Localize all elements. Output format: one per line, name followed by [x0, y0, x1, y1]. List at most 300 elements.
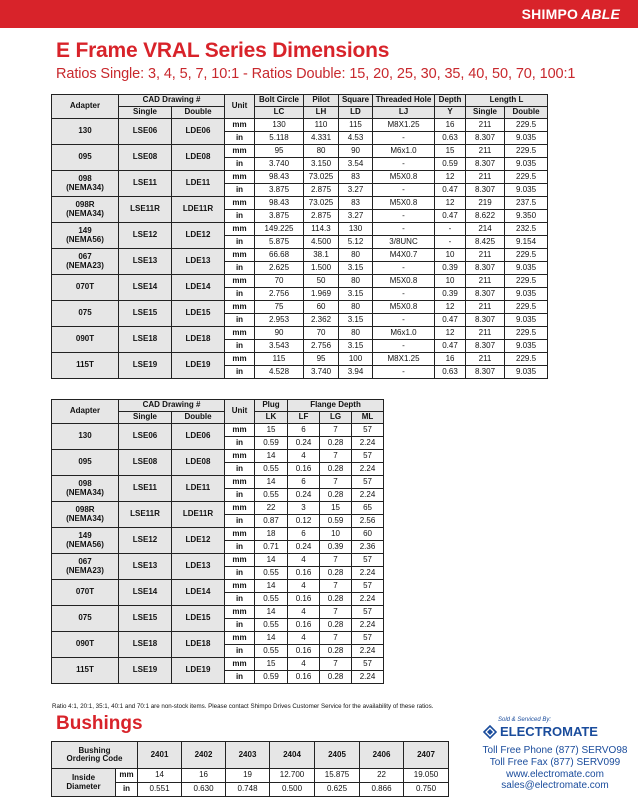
- header-ml: ML: [352, 412, 384, 424]
- square-cell: 3.27: [339, 210, 373, 223]
- depth-cell: 12: [435, 197, 466, 210]
- length-single-cell: 8.622: [466, 210, 505, 223]
- email-link[interactable]: sales@electromate.com: [501, 780, 609, 791]
- depth-cell: 0.39: [435, 262, 466, 275]
- plug-cell: 14: [255, 580, 288, 593]
- square-cell: 4.53: [339, 132, 373, 145]
- bushing-code-cell: 2405: [315, 742, 360, 769]
- bolt-circle-cell: 2.953: [255, 314, 304, 327]
- header-threaded-hole: Threaded Hole: [373, 95, 435, 107]
- cad-single-cell: LSE14: [119, 580, 172, 606]
- unit-cell: in: [116, 783, 138, 797]
- availability-note: Ratio 4:1, 20:1, 35:1, 40:1 and 70:1 are non-stock items. Please contact Shimpo Drives Customer Service for the availability of these ratios.: [52, 703, 434, 710]
- ml-cell: 65: [352, 502, 384, 515]
- threaded-hole-cell: -: [373, 210, 435, 223]
- adapter-cell: 130: [52, 424, 119, 450]
- cad-single-cell: LSE15: [119, 606, 172, 632]
- ml-cell: 57: [352, 606, 384, 619]
- header-adapter: Adapter: [52, 400, 119, 424]
- square-cell: 80: [339, 327, 373, 340]
- length-double-cell: 9.035: [505, 132, 548, 145]
- pilot-cell: 60: [304, 301, 339, 314]
- bushing-code-cell: 2407: [404, 742, 449, 769]
- length-double-cell: 9.035: [505, 262, 548, 275]
- inside-diameter-label: Inside Diameter: [52, 769, 116, 797]
- header-square: Square: [339, 95, 373, 107]
- unit-cell: in: [225, 437, 255, 450]
- cad-single-cell: LSE14: [119, 275, 172, 301]
- adapter-cell: 149 (NEMA56): [52, 223, 119, 249]
- square-cell: 80: [339, 301, 373, 314]
- lg-cell: 0.28: [320, 489, 352, 502]
- length-double-cell: 229.5: [505, 327, 548, 340]
- depth-cell: 0.63: [435, 132, 466, 145]
- lf-cell: 0.16: [288, 593, 320, 606]
- lf-cell: 0.24: [288, 437, 320, 450]
- adapter-cell: 090T: [52, 327, 119, 353]
- cad-single-cell: LSE18: [119, 327, 172, 353]
- square-cell: 80: [339, 249, 373, 262]
- header-unit: Unit: [225, 95, 255, 119]
- header-cad-drawing: CAD Drawing #: [119, 95, 225, 107]
- cad-double-cell: LDE06: [172, 119, 225, 145]
- pilot-cell: 114.3: [304, 223, 339, 236]
- table-row: [52, 742, 449, 769]
- ordering-code-label: Bushing Ordering Code: [52, 742, 138, 769]
- lg-cell: 0.28: [320, 463, 352, 476]
- lg-cell: 7: [320, 606, 352, 619]
- table-row: [52, 223, 548, 236]
- ml-cell: 57: [352, 450, 384, 463]
- table-row: [52, 197, 548, 210]
- bolt-circle-cell: 5.875: [255, 236, 304, 249]
- cad-double-cell: LDE13: [172, 249, 225, 275]
- unit-cell: mm: [225, 249, 255, 262]
- length-single-cell: 211: [466, 301, 505, 314]
- unit-cell: mm: [225, 632, 255, 645]
- bolt-circle-cell: 70: [255, 275, 304, 288]
- unit-cell: mm: [225, 223, 255, 236]
- diameter-cell: 0.551: [138, 783, 182, 797]
- pilot-cell: 2.875: [304, 210, 339, 223]
- pilot-cell: 73.025: [304, 171, 339, 184]
- lf-cell: 0.12: [288, 515, 320, 528]
- adapter-cell: 070T: [52, 275, 119, 301]
- unit-cell: mm: [225, 275, 255, 288]
- lf-cell: 4: [288, 450, 320, 463]
- table-row: [52, 171, 548, 184]
- cad-double-cell: LDE18: [172, 632, 225, 658]
- lg-cell: 10: [320, 528, 352, 541]
- lf-cell: 6: [288, 528, 320, 541]
- unit-cell: mm: [225, 171, 255, 184]
- length-double-cell: 9.350: [505, 210, 548, 223]
- header-depth-sub: Y: [435, 107, 466, 119]
- cad-single-cell: LSE06: [119, 424, 172, 450]
- unit-cell: mm: [225, 450, 255, 463]
- threaded-hole-cell: -: [373, 132, 435, 145]
- depth-cell: 12: [435, 301, 466, 314]
- unit-cell: mm: [225, 554, 255, 567]
- table-row: [52, 554, 384, 567]
- bolt-circle-cell: 115: [255, 353, 304, 366]
- square-cell: 83: [339, 197, 373, 210]
- length-single-cell: 8.307: [466, 184, 505, 197]
- unit-cell: in: [225, 340, 255, 353]
- lf-cell: 4: [288, 658, 320, 671]
- length-double-cell: 229.5: [505, 353, 548, 366]
- cad-single-cell: LSE12: [119, 528, 172, 554]
- unit-cell: mm: [116, 769, 138, 783]
- length-single-cell: 211: [466, 353, 505, 366]
- pilot-cell: 38.1: [304, 249, 339, 262]
- lf-cell: 0.24: [288, 541, 320, 554]
- header-pilot-sub: LH: [304, 107, 339, 119]
- unit-cell: mm: [225, 327, 255, 340]
- unit-cell: in: [225, 314, 255, 327]
- bolt-circle-cell: 3.875: [255, 210, 304, 223]
- ml-cell: 57: [352, 580, 384, 593]
- cad-double-cell: LDE13: [172, 554, 225, 580]
- lg-cell: 0.28: [320, 671, 352, 684]
- ml-cell: 2.24: [352, 489, 384, 502]
- threaded-hole-cell: 3/8UNC: [373, 236, 435, 249]
- plug-cell: 14: [255, 476, 288, 489]
- diameter-cell: 19.050: [404, 769, 449, 783]
- pilot-cell: 70: [304, 327, 339, 340]
- header-flange-depth: Flange Depth: [288, 400, 384, 412]
- lf-cell: 4: [288, 632, 320, 645]
- plug-cell: 0.55: [255, 567, 288, 580]
- plug-cell: 14: [255, 632, 288, 645]
- flange-depth-table-body: [52, 424, 384, 684]
- flange-depth-table: [51, 399, 384, 684]
- pilot-cell: 2.875: [304, 184, 339, 197]
- diameter-cell: 0.625: [315, 783, 360, 797]
- square-cell: 3.54: [339, 158, 373, 171]
- adapter-cell: 067 (NEMA23): [52, 554, 119, 580]
- header-cad-single: Single: [119, 107, 172, 119]
- cad-single-cell: LSE08: [119, 450, 172, 476]
- length-single-cell: 211: [466, 249, 505, 262]
- ml-cell: 2.24: [352, 567, 384, 580]
- unit-cell: mm: [225, 580, 255, 593]
- dimensions-table: [51, 94, 548, 379]
- lg-cell: 0.28: [320, 437, 352, 450]
- diameter-cell: 16: [182, 769, 226, 783]
- cad-single-cell: LSE11: [119, 171, 172, 197]
- length-double-cell: 9.035: [505, 184, 548, 197]
- diameter-cell: 12.700: [270, 769, 315, 783]
- lf-cell: 4: [288, 580, 320, 593]
- bolt-circle-cell: 3.740: [255, 158, 304, 171]
- adapter-cell: 067 (NEMA23): [52, 249, 119, 275]
- header-lg: LG: [320, 412, 352, 424]
- length-double-cell: 229.5: [505, 249, 548, 262]
- header-bolt-sub: LC: [255, 107, 304, 119]
- depth-cell: 10: [435, 249, 466, 262]
- adapter-cell: 095: [52, 450, 119, 476]
- table-row: [52, 145, 548, 158]
- cad-double-cell: LDE15: [172, 301, 225, 327]
- table-row: [52, 249, 548, 262]
- depth-cell: 16: [435, 353, 466, 366]
- pilot-cell: 1.500: [304, 262, 339, 275]
- square-cell: 115: [339, 119, 373, 132]
- lg-cell: 0.28: [320, 567, 352, 580]
- threaded-hole-cell: M5X0.8: [373, 301, 435, 314]
- ml-cell: 57: [352, 476, 384, 489]
- square-cell: 80: [339, 275, 373, 288]
- unit-cell: mm: [225, 301, 255, 314]
- length-single-cell: 211: [466, 145, 505, 158]
- cad-double-cell: LDE19: [172, 353, 225, 379]
- table-row: [52, 528, 384, 541]
- bushings-table-body: [52, 742, 449, 797]
- unit-cell: in: [225, 567, 255, 580]
- ml-cell: 2.24: [352, 437, 384, 450]
- threaded-hole-cell: -: [373, 262, 435, 275]
- pilot-cell: 73.025: [304, 197, 339, 210]
- lf-cell: 6: [288, 476, 320, 489]
- cad-double-cell: LDE18: [172, 327, 225, 353]
- square-cell: 3.15: [339, 314, 373, 327]
- cad-single-cell: LSE19: [119, 353, 172, 379]
- square-cell: 3.15: [339, 288, 373, 301]
- cad-single-cell: LSE08: [119, 145, 172, 171]
- electromate-logo: [483, 724, 598, 739]
- bolt-circle-cell: 4.528: [255, 366, 304, 379]
- unit-cell: in: [225, 158, 255, 171]
- table-row: [52, 606, 384, 619]
- length-double-cell: 229.5: [505, 275, 548, 288]
- header-adapter: Adapter: [52, 95, 119, 119]
- adapter-cell: 095: [52, 145, 119, 171]
- plug-cell: 0.59: [255, 437, 288, 450]
- bolt-circle-cell: 5.118: [255, 132, 304, 145]
- threaded-hole-cell: M6x1.0: [373, 327, 435, 340]
- length-single-cell: 219: [466, 197, 505, 210]
- unit-cell: in: [225, 366, 255, 379]
- toll-free-phone: Toll Free Phone (877) SERVO98: [482, 745, 628, 756]
- cad-single-cell: LSE12: [119, 223, 172, 249]
- threaded-hole-cell: M5X0.8: [373, 197, 435, 210]
- bushing-code-cell: 2404: [270, 742, 315, 769]
- threaded-hole-cell: -: [373, 184, 435, 197]
- bolt-circle-cell: 3.543: [255, 340, 304, 353]
- length-single-cell: 211: [466, 327, 505, 340]
- ml-cell: 2.24: [352, 645, 384, 658]
- lg-cell: 7: [320, 632, 352, 645]
- depth-cell: 15: [435, 145, 466, 158]
- table-row: [52, 353, 548, 366]
- depth-cell: 0.59: [435, 158, 466, 171]
- cad-double-cell: LDE08: [172, 450, 225, 476]
- depth-cell: 16: [435, 119, 466, 132]
- cad-single-cell: LSE11R: [119, 502, 172, 528]
- header-length-double: Double: [505, 107, 548, 119]
- adapter-cell: 075: [52, 606, 119, 632]
- adapter-cell: 070T: [52, 580, 119, 606]
- adapter-cell: 115T: [52, 353, 119, 379]
- square-cell: 5.12: [339, 236, 373, 249]
- unit-cell: in: [225, 619, 255, 632]
- brand-header-bar: [0, 0, 638, 28]
- header-unit: Unit: [225, 400, 255, 424]
- header-plug: Plug: [255, 400, 288, 412]
- bolt-circle-cell: 98.43: [255, 171, 304, 184]
- length-double-cell: 237.5: [505, 197, 548, 210]
- lf-cell: 0.16: [288, 567, 320, 580]
- cad-single-cell: LSE11: [119, 476, 172, 502]
- unit-cell: in: [225, 132, 255, 145]
- lg-cell: 7: [320, 658, 352, 671]
- plug-cell: 0.87: [255, 515, 288, 528]
- plug-cell: 15: [255, 424, 288, 437]
- diameter-cell: 14: [138, 769, 182, 783]
- threaded-hole-cell: M4X0.7: [373, 249, 435, 262]
- bolt-circle-cell: 90: [255, 327, 304, 340]
- cad-single-cell: LSE15: [119, 301, 172, 327]
- bolt-circle-cell: 66.68: [255, 249, 304, 262]
- length-double-cell: 9.154: [505, 236, 548, 249]
- lf-cell: 0.16: [288, 463, 320, 476]
- pilot-cell: 110: [304, 119, 339, 132]
- diameter-cell: 0.630: [182, 783, 226, 797]
- lf-cell: 0.16: [288, 619, 320, 632]
- plug-cell: 0.55: [255, 463, 288, 476]
- header-cad-double: Double: [172, 107, 225, 119]
- cad-double-cell: LDE12: [172, 528, 225, 554]
- plug-cell: 0.55: [255, 645, 288, 658]
- plug-cell: 18: [255, 528, 288, 541]
- length-double-cell: 232.5: [505, 223, 548, 236]
- header-square-sub: LD: [339, 107, 373, 119]
- adapter-cell: 130: [52, 119, 119, 145]
- adapter-cell: 115T: [52, 658, 119, 684]
- bushings-table: [51, 741, 449, 797]
- unit-cell: in: [225, 515, 255, 528]
- table-row: [52, 327, 548, 340]
- cad-single-cell: LSE19: [119, 658, 172, 684]
- cad-double-cell: LDE11R: [172, 197, 225, 223]
- plug-cell: 0.55: [255, 593, 288, 606]
- length-double-cell: 9.035: [505, 158, 548, 171]
- unit-cell: mm: [225, 476, 255, 489]
- diameter-cell: 0.500: [270, 783, 315, 797]
- pilot-cell: 80: [304, 145, 339, 158]
- depth-cell: 0.39: [435, 288, 466, 301]
- diameter-cell: 0.748: [226, 783, 270, 797]
- header-plug-sub: LK: [255, 412, 288, 424]
- lg-cell: 0.28: [320, 619, 352, 632]
- length-single-cell: 211: [466, 171, 505, 184]
- adapter-cell: 098 (NEMA34): [52, 171, 119, 197]
- pilot-cell: 1.969: [304, 288, 339, 301]
- lg-cell: 15: [320, 502, 352, 515]
- cad-double-cell: LDE08: [172, 145, 225, 171]
- cad-double-cell: LDE11: [172, 476, 225, 502]
- header-bolt-circle: Bolt Circle: [255, 95, 304, 107]
- pilot-cell: 50: [304, 275, 339, 288]
- depth-cell: 10: [435, 275, 466, 288]
- lg-cell: 7: [320, 580, 352, 593]
- cad-double-cell: LDE14: [172, 580, 225, 606]
- unit-cell: in: [225, 236, 255, 249]
- length-single-cell: 211: [466, 275, 505, 288]
- plug-cell: 0.55: [255, 619, 288, 632]
- diameter-cell: 15.875: [315, 769, 360, 783]
- length-single-cell: 8.307: [466, 262, 505, 275]
- square-cell: 3.27: [339, 184, 373, 197]
- diameter-cell: 22: [360, 769, 404, 783]
- lf-cell: 0.16: [288, 671, 320, 684]
- square-cell: 130: [339, 223, 373, 236]
- threaded-hole-cell: M8X1.25: [373, 119, 435, 132]
- length-single-cell: 8.425: [466, 236, 505, 249]
- plug-cell: 14: [255, 450, 288, 463]
- lg-cell: 7: [320, 424, 352, 437]
- cad-single-cell: LSE06: [119, 119, 172, 145]
- lg-cell: 0.28: [320, 593, 352, 606]
- depth-cell: 12: [435, 171, 466, 184]
- threaded-hole-cell: M6x1.0: [373, 145, 435, 158]
- ml-cell: 2.24: [352, 619, 384, 632]
- depth-cell: -: [435, 236, 466, 249]
- table-row: [52, 502, 384, 515]
- threaded-hole-cell: M8X1.25: [373, 353, 435, 366]
- cad-double-cell: LDE11: [172, 171, 225, 197]
- website-link[interactable]: www.electromate.com: [506, 769, 604, 780]
- threaded-hole-cell: M5X0.8: [373, 275, 435, 288]
- plug-cell: 0.59: [255, 671, 288, 684]
- table-row: [52, 424, 384, 437]
- table-row: [52, 119, 548, 132]
- lg-cell: 7: [320, 554, 352, 567]
- square-cell: 3.94: [339, 366, 373, 379]
- cad-single-cell: LSE13: [119, 554, 172, 580]
- header-depth: Depth: [435, 95, 466, 107]
- unit-cell: in: [225, 184, 255, 197]
- plug-cell: 22: [255, 502, 288, 515]
- toll-free-fax: Toll Free Fax (877) SERV099: [489, 757, 621, 768]
- bolt-circle-cell: 95: [255, 145, 304, 158]
- square-cell: 90: [339, 145, 373, 158]
- threaded-hole-cell: M5X0.8: [373, 171, 435, 184]
- unit-cell: mm: [225, 606, 255, 619]
- unit-cell: in: [225, 210, 255, 223]
- unit-cell: in: [225, 671, 255, 684]
- unit-cell: mm: [225, 528, 255, 541]
- lg-cell: 7: [320, 450, 352, 463]
- table-row: [52, 658, 384, 671]
- ml-cell: 57: [352, 554, 384, 567]
- page-title: E Frame VRAL Series Dimensions: [56, 39, 390, 62]
- lf-cell: 0.24: [288, 489, 320, 502]
- plug-cell: 14: [255, 554, 288, 567]
- length-single-cell: 8.307: [466, 288, 505, 301]
- square-cell: 100: [339, 353, 373, 366]
- table-row: [52, 275, 548, 288]
- cad-double-cell: LDE06: [172, 424, 225, 450]
- plug-cell: 14: [255, 606, 288, 619]
- bolt-circle-cell: 75: [255, 301, 304, 314]
- bushing-code-cell: 2401: [138, 742, 182, 769]
- unit-cell: in: [225, 288, 255, 301]
- length-double-cell: 9.035: [505, 288, 548, 301]
- depth-cell: -: [435, 223, 466, 236]
- header-lf: LF: [288, 412, 320, 424]
